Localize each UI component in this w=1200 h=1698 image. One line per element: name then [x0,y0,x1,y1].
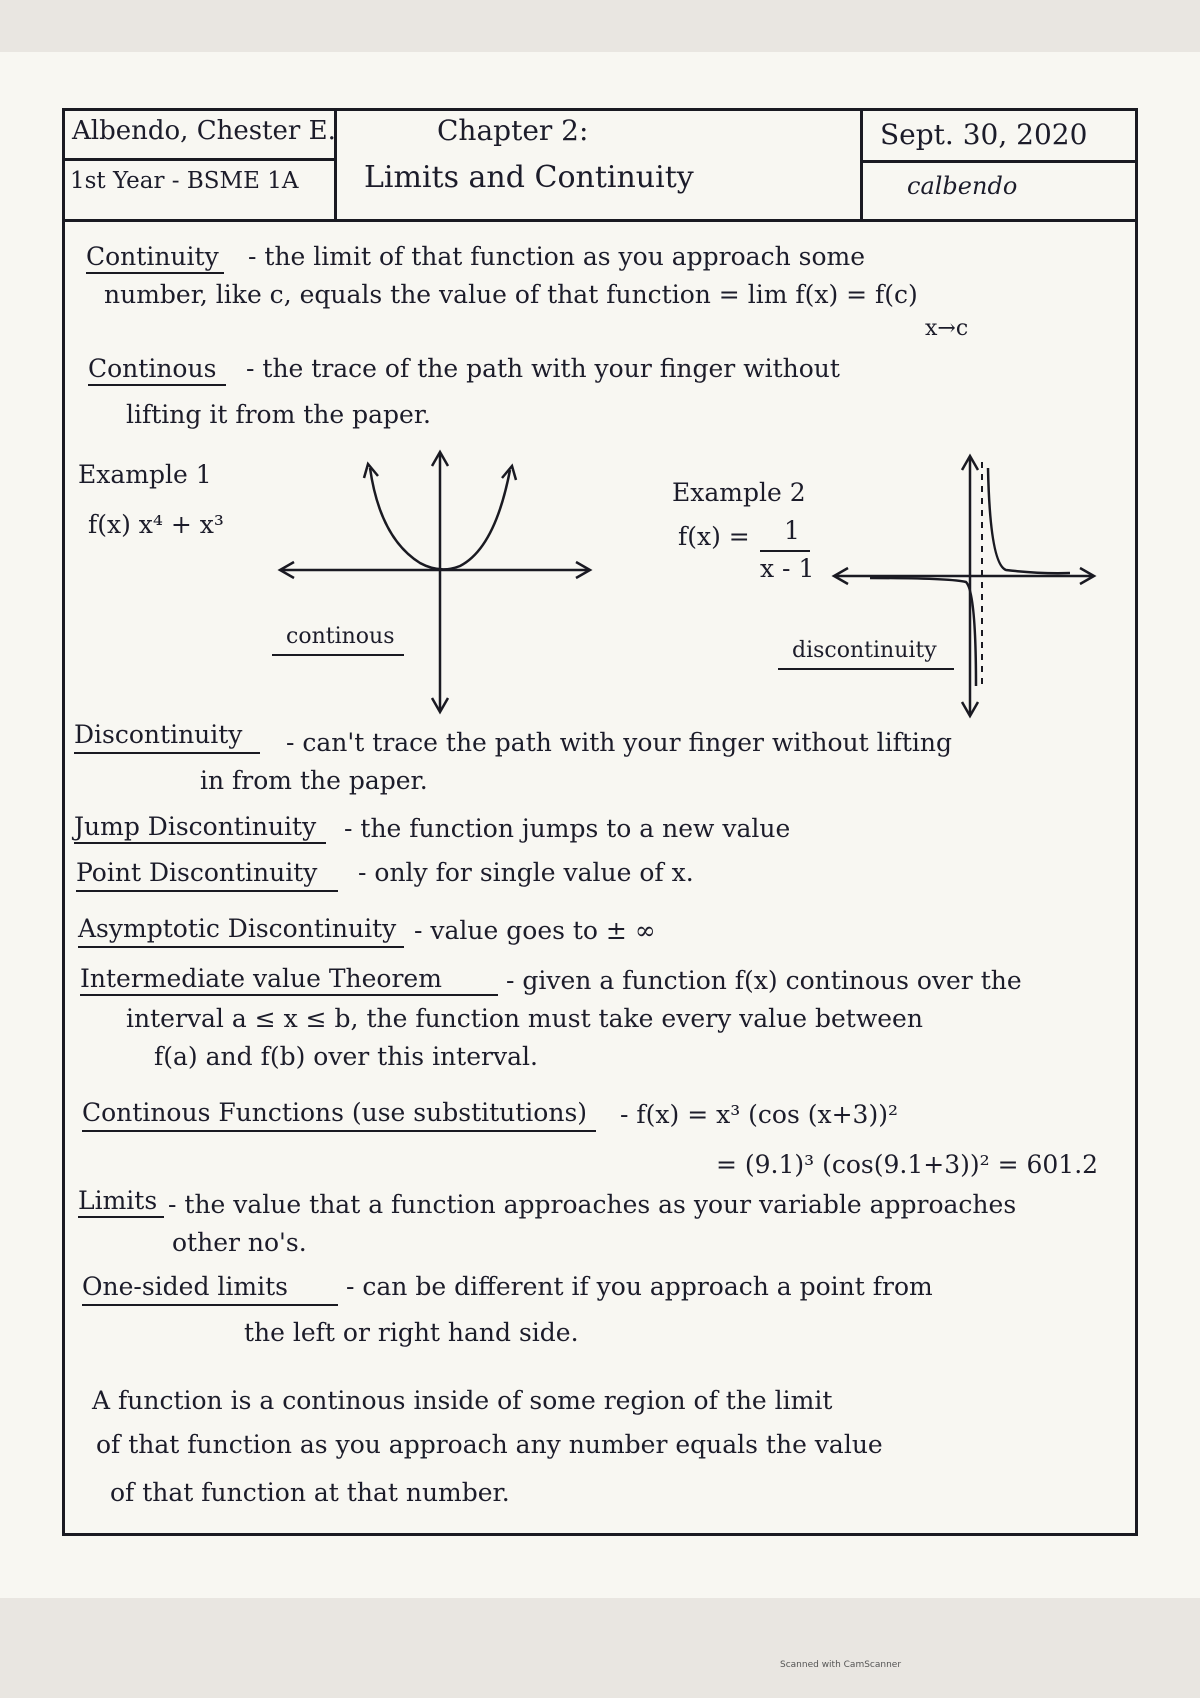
term-jump-discontinuity: Jump Discontinuity [74,812,317,841]
scanner-watermark: Scanned with CamScanner [780,1660,902,1670]
example2-denominator: x - 1 [760,554,815,583]
limit-subscript: x→c [925,316,969,341]
limits-definition-line1: - the value that a function approaches as your variable approaches [168,1190,1017,1219]
ivt-definition-line3: f(a) and f(b) over this interval. [154,1042,538,1071]
limits-definition-line2: other no's. [172,1228,307,1257]
hyperbola-right-branch [988,468,1070,573]
one-sided-definition-line2: the left or right hand side. [244,1318,579,1347]
term-limits: Limits [78,1186,158,1215]
continous-definition-line2: lifting it from the paper. [126,400,431,429]
example2-numerator: 1 [784,516,800,545]
term-intermediate-value-theorem: Intermediate value Theorem [80,964,442,993]
closing-line2: of that function as you approach any number equals the value [96,1430,883,1459]
term-asymptotic-discontinuity: Asymptotic Discontinuity [78,914,397,943]
example2-graph [830,452,1100,722]
asymptotic-definition: - value goes to ± ∞ [414,916,656,945]
continous-functions-formula: - f(x) = x³ (cos (x+3))² [620,1100,898,1129]
note-date: Sept. 30, 2020 [880,118,1088,151]
term-point-discontinuity: Point Discontinuity [76,858,318,887]
example2-label: discontinuity [792,638,937,663]
chapter-topic: Limits and Continuity [364,160,694,195]
discontinuity-definition-line1: - can't trace the path with your finger without lifting [286,728,953,757]
term-continous-functions: Continous Functions (use substitutions) [82,1098,588,1127]
example2-title: Example 2 [672,478,806,507]
header-block [62,108,1138,222]
jump-definition: - the function jumps to a new value [344,814,791,843]
term-continous: Continous [88,354,217,383]
closing-line1: A function is a continous inside of some region of the limit [92,1386,833,1415]
term-discontinuity: Discontinuity [74,720,243,749]
continous-functions-result: = (9.1)³ (cos(9.1+3))² = 601.2 [716,1150,1099,1179]
term-one-sided-limits: One-sided limits [82,1272,288,1301]
example1-title: Example 1 [78,460,212,489]
continous-definition-line1: - the trace of the path with your finger without [246,354,840,383]
ivt-definition-line2: interval a ≤ x ≤ b, the function must take every value between [126,1004,923,1033]
point-definition: - only for single value of x. [358,858,694,887]
discontinuity-definition-line2: in from the paper. [200,766,428,795]
example1-label: continous [286,624,395,649]
continuity-definition-line1: - the limit of that function as you approach some [248,242,866,271]
example1-graph [270,448,600,718]
term-continuity: Continuity [86,242,219,271]
one-sided-definition-line1: - can be different if you approach a point from [346,1272,933,1301]
chapter-number: Chapter 2: [437,114,589,147]
example2-function-lhs: f(x) = [678,522,750,551]
example1-function: f(x) x⁴ + x³ [88,510,224,539]
student-name: Albendo, Chester E. [72,116,336,146]
continuity-definition-line2: number, like c, equals the value of that function = lim f(x) = f(c) [104,280,918,309]
student-year: 1st Year - BSME 1A [70,168,299,194]
closing-line3: of that function at that number. [110,1478,510,1507]
signature: calbendo [907,172,1018,200]
ivt-definition-line1: - given a function f(x) continous over the [506,966,1022,995]
